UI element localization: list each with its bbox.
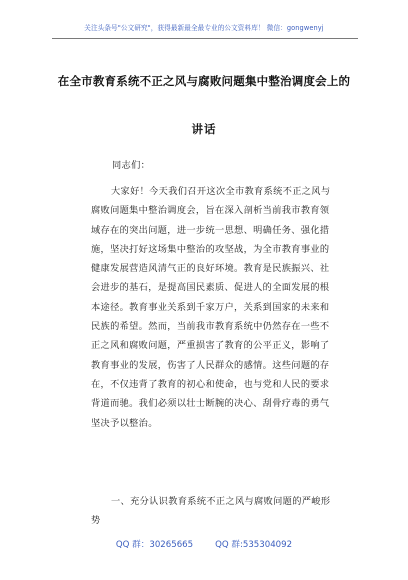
- paragraph-line: 一、充分认识教育系统不正之风与腐败问题的严峻形: [111, 496, 331, 507]
- paragraph-line: 势: [91, 515, 101, 527]
- paragraph-line: 健康发展营造风清气正的良好环境。教育是民族振兴、社: [91, 263, 330, 275]
- footer-qq-group-2: QQ 群:535304092: [215, 540, 293, 550]
- paragraph-line: 域存在的突出问题，进一步统一思想、明确任务、强化措: [91, 224, 330, 236]
- paragraph-line: 腐败问题集中整治调度会，旨在深入剖析当前我市教育领: [91, 205, 330, 217]
- paragraph-line: 本途径。教育事业关系到千家万户，关系到国家的未来和: [91, 301, 330, 313]
- salutation: 同志们：: [112, 160, 151, 171]
- header-banner: 关注头条号"公文研究"，获得最新最全最专业的公文资料库！ 微信：gongwenyj: [84, 24, 324, 32]
- footer-contact: [0, 538, 408, 550]
- document-title: 在全市教育系统不正之风与腐败问题集中整治调度会上的: [57, 74, 351, 88]
- paragraph-line: 大家好！今天我们召开这次全市教育系统不正之风与: [111, 186, 331, 197]
- paragraph-line: 施，坚决打好这场集中整治的攻坚战，为全市教育事业的: [91, 243, 330, 255]
- paragraph-line: 正之风和腐败问题，严重损害了教育的公平正义，影响了: [91, 340, 330, 352]
- paragraph-line: 民族的希望。然而，当前我市教育系统中仍然存在一些不: [91, 321, 330, 333]
- paragraph-line: 背道而驰。我们必须以壮士断腕的决心、刮骨疗毒的勇气: [91, 398, 330, 410]
- footer-qq-group-1: QQ 群：30265665: [115, 540, 194, 550]
- paragraph-opening: [91, 182, 331, 433]
- paragraph-line: 坚决予以整治。: [91, 417, 158, 429]
- document-title-continued: 讲话: [191, 122, 217, 136]
- paragraph-line: 在，不仅违背了教育的初心和使命，也与党和人民的要求: [91, 378, 330, 390]
- header-divider: [52, 38, 358, 39]
- section-heading-1: [91, 492, 331, 531]
- paragraph-line: 教育事业的发展，伤害了人民群众的感情。这些问题的存: [91, 359, 330, 371]
- paragraph-line: 会进步的基石，是提高国民素质、促进人的全面发展的根: [91, 282, 330, 294]
